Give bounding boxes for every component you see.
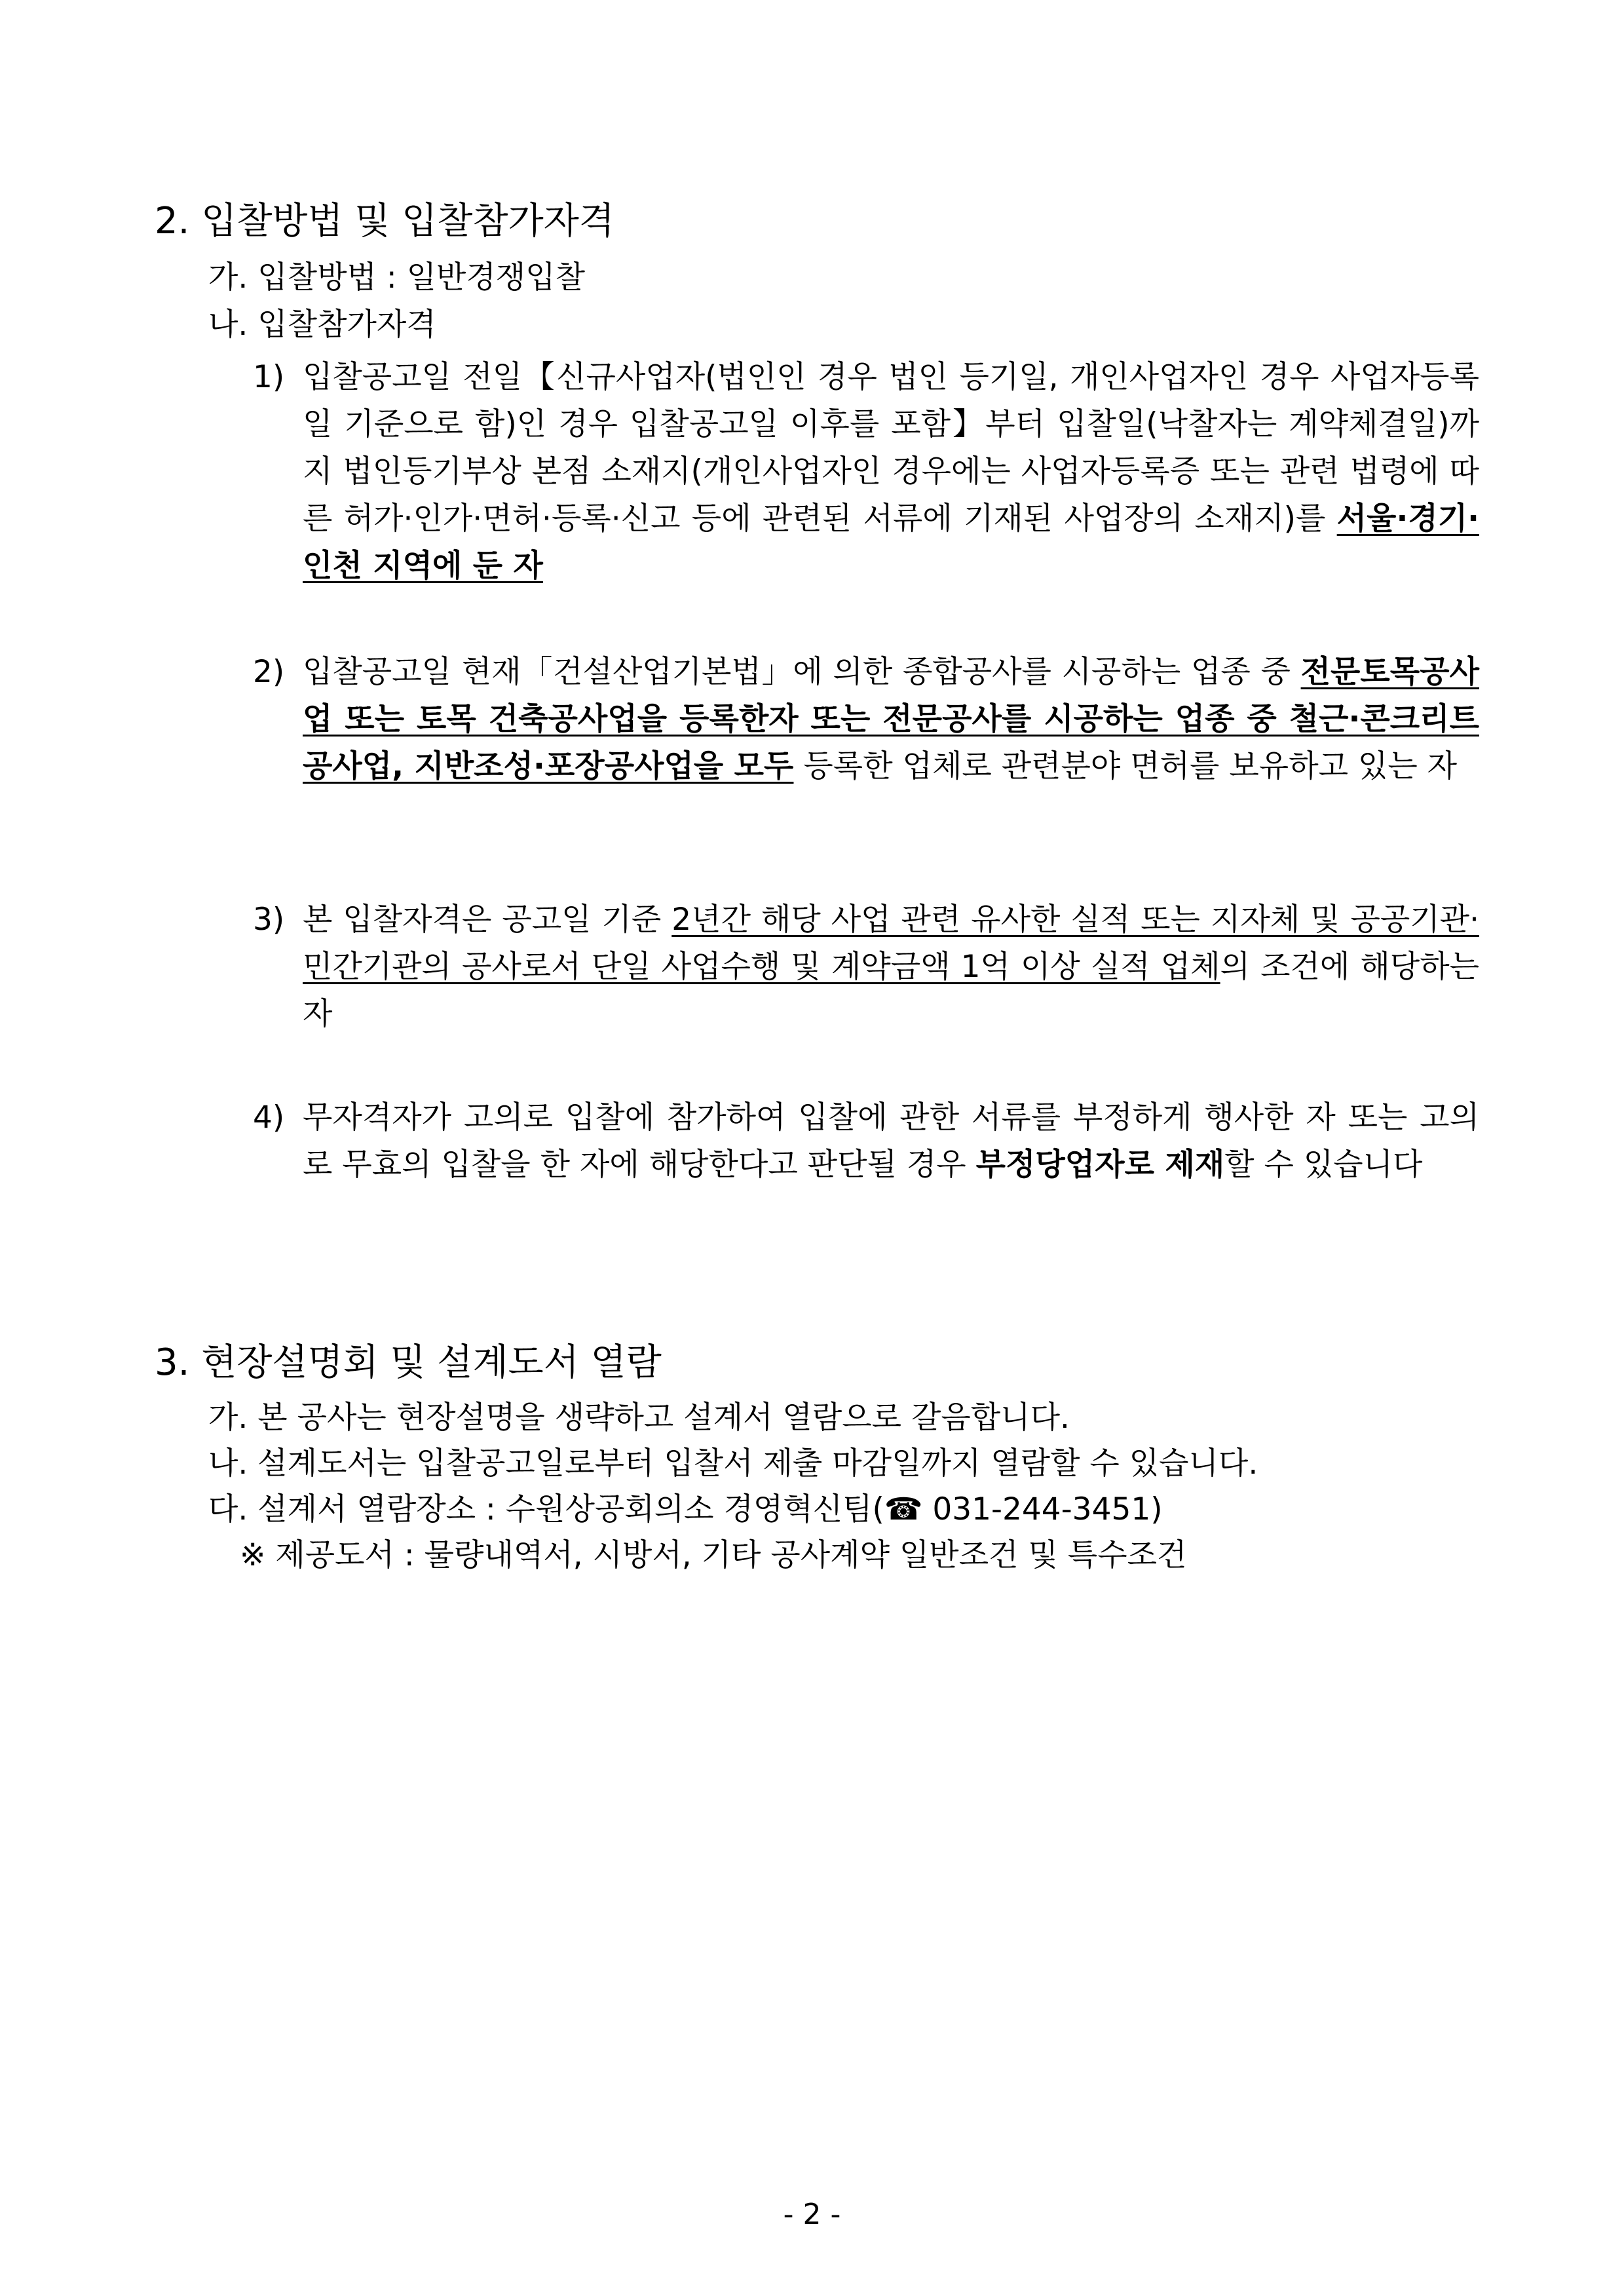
item-body: [303, 896, 1479, 1038]
section-2-na: 나. 입찰참가자격: [208, 307, 436, 343]
qualification-item-4: [253, 1094, 1479, 1189]
item-text-tail: 등록한 업체로 관련분야 면허를 보유하고 있는 자: [793, 748, 1458, 784]
qualification-item-1: [253, 354, 1479, 590]
item-text-tail: 의 조건에 해당하는 자: [303, 949, 1479, 1032]
item-text-tail: 할 수 있습니다: [1224, 1147, 1423, 1183]
item-text-underlined: 전문토목공사업 또는 토목 건축공사업을 등록한자 또는 전문공사를 시공하는 업종 중 철근·콘크리트공사업, 지반조성·포장공사업을 모두: [303, 654, 1479, 784]
section-3-note: ※ 제공도서 : 물량내역서, 시방서, 기타 공사계약 일반조건 및 특수조건: [240, 1537, 1187, 1573]
item-text: 무자격자가 고의로 입찰에 참가하여 입찰에 관한 서류를 부정하게 행사한 자 또는 고의로 무효의 입찰을 한 자에 해당한다고 판단될 경우: [303, 1100, 1479, 1183]
item-text-underlined: 2년간 해당 사업 관련 유사한 실적 또는 지자체 및 공공기관·민간기관의 공사로서 단일 사업수행 및 계약금액 1억 이상 실적 업체: [303, 902, 1479, 985]
section-3-na: 나. 설계도서는 입찰공고일로부터 입찰서 제출 마감일까지 열람할 수 있습니다.: [208, 1445, 1258, 1482]
item-number: 3): [253, 902, 285, 938]
qualification-item-2: [253, 649, 1479, 790]
item-text: 입찰공고일 전일【신규사업자(법인인 경우 법인 등기일, 개인사업자인 경우 사업자등록일 기준으로 함)인 경우 입찰공고일 이후를 포함】부터 입찰일(낙찰자는 계약체결일)까지 법인등기부상 본점 소재지(개인사업자인 경우에는 사업자등록증 또는 관련 법령에 따른 허가·인가·면허·등록·신고 등에 관련된 서류에 기재된 사업장의 소재지)를: [303, 359, 1479, 537]
qualification-item-3: [253, 896, 1479, 1038]
item-number: 4): [253, 1100, 285, 1136]
item-number: 1): [253, 359, 285, 395]
section-3-da: 다. 설계서 열람장소 : 수원상공회의소 경영혁신팀(☎ 031-244-3451): [208, 1491, 1163, 1527]
section-3-title: 3. 현장설명회 및 설계도서 열람: [155, 1341, 662, 1384]
item-body: [303, 649, 1479, 790]
item-body: [303, 1094, 1479, 1189]
page-number: - 2 -: [783, 2198, 841, 2231]
section-3-ga: 가. 본 공사는 현장설명을 생략하고 설계서 열람으로 갈음합니다.: [208, 1400, 1070, 1436]
item-text-bold: 부정당업자로 제재: [975, 1147, 1225, 1183]
item-text: 입찰공고일 현재「건설산업기본법」에 의한 종합공사를 시공하는 업종 중: [303, 654, 1301, 690]
item-body: [303, 354, 1479, 590]
item-text: 본 입찰자격은 공고일 기준: [303, 902, 672, 938]
section-2-ga: 가. 입찰방법 : 일반경쟁입찰: [208, 259, 586, 296]
item-number: 2): [253, 654, 285, 690]
item-text-underlined: 서울·경기·인천 지역에 둔 자: [303, 501, 1479, 584]
section-2-title: 2. 입찰방법 및 입찰참가자격: [155, 200, 614, 242]
